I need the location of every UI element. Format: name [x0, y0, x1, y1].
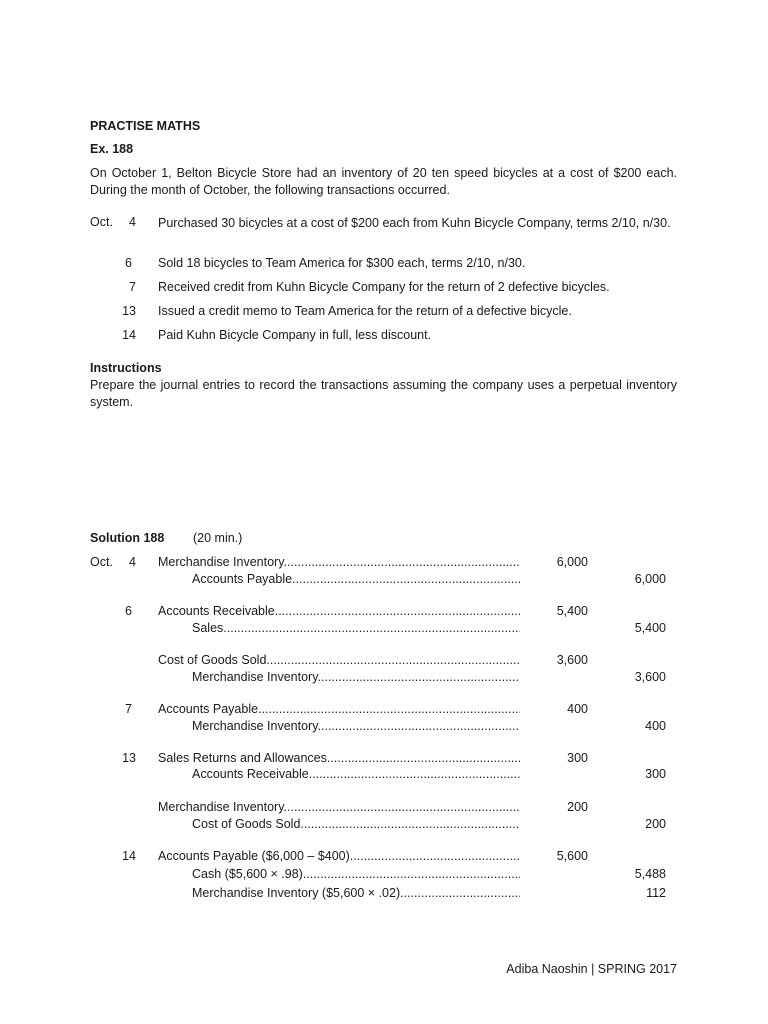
journal-credit-account: Accounts Payable .....: [192, 572, 520, 586]
transaction-day: 13: [122, 304, 136, 318]
journal-debit-account: Cost of Goods Sold .....: [158, 653, 520, 667]
journal-credit-account: Accounts Receivable .....: [192, 767, 520, 781]
credit-amount: 200: [645, 817, 666, 831]
transaction-day: 7: [129, 280, 136, 294]
journal-day: 4: [129, 555, 136, 569]
instructions-text: Prepare the journal entries to record the transactions assuming the company uses a perpetual inventory system.: [90, 378, 677, 409]
credit-amount: 400: [645, 719, 666, 733]
transaction-text: Paid Kuhn Bicycle Company in full, less discount.: [158, 328, 432, 342]
journal-day: 6: [125, 604, 132, 618]
debit-amount: 300: [567, 751, 588, 765]
instructions-label: Instructions: [90, 361, 162, 375]
credit-amount: 3,600: [634, 670, 666, 684]
journal-day: 7: [125, 702, 132, 716]
transaction-day: 4: [129, 215, 136, 229]
debit-amount: 6,000: [556, 555, 588, 569]
journal-credit-account: Cash ($5,600 × .98) .....: [192, 867, 520, 881]
journal-credit-account: Cost of Goods Sold .....: [192, 817, 520, 831]
debit-amount: 5,600: [556, 849, 588, 863]
journal-credit-account: Merchandise Inventory .....: [192, 670, 520, 684]
transaction-text: Sold 18 bicycles to Team America for $300 each, terms 2/10, n/30.: [158, 256, 526, 270]
transaction-text: Purchased 30 bicycles at a cost of $200 each from Kuhn Bicycle Company, terms 2/10, n/30.: [158, 216, 671, 230]
transaction-text: Issued a credit memo to Team America for the return of a defective bicycle.: [158, 304, 572, 318]
journal-day: 14: [122, 849, 136, 863]
journal-month-label: Oct.: [90, 555, 113, 569]
debit-amount: 5,400: [556, 604, 588, 618]
journal-debit-account: Accounts Payable .....: [158, 702, 520, 716]
journal-debit-account: Merchandise Inventory .....: [158, 555, 520, 569]
solution-label: Solution 188: [90, 531, 165, 545]
solution-time: (20 min.): [193, 531, 243, 545]
debit-amount: 400: [567, 702, 588, 716]
intro-paragraph: On October 1, Belton Bicycle Store had an inventory of 20 ten speed bicycles at a cost of $200 each. During the month of October, the following transactions occurred.: [90, 166, 677, 197]
credit-amount: 5,488: [634, 867, 666, 881]
transaction-text: Received credit from Kuhn Bicycle Company for the return of 2 defective bicycles.: [158, 280, 610, 294]
journal-debit-account: Sales Returns and Allowances .....: [158, 751, 520, 765]
credit-amount: 6,000: [634, 572, 666, 586]
journal-debit-account: Merchandise Inventory .....: [158, 800, 520, 814]
journal-credit-account: Sales .....: [192, 621, 520, 635]
credit-amount: 112: [646, 886, 666, 900]
credit-amount: 300: [645, 767, 666, 781]
page-heading: PRACTISE MATHS: [90, 119, 201, 133]
month-label: Oct.: [90, 215, 113, 229]
journal-debit-account: Accounts Receivable .....: [158, 604, 520, 618]
journal-debit-account: Accounts Payable ($6,000 – $400) .....: [158, 849, 520, 863]
transaction-day: 6: [125, 256, 132, 270]
debit-amount: 3,600: [556, 653, 588, 667]
transaction-day: 14: [122, 328, 136, 342]
journal-day: 13: [122, 751, 136, 765]
journal-credit-account: Merchandise Inventory ($5,600 × .02) .....: [192, 886, 520, 900]
page-footer: Adiba Naoshin | SPRING 2017: [506, 962, 677, 976]
credit-amount: 5,400: [634, 621, 666, 635]
debit-amount: 200: [567, 800, 588, 814]
exercise-label: Ex. 188: [90, 142, 134, 156]
journal-credit-account: Merchandise Inventory .....: [192, 719, 520, 733]
